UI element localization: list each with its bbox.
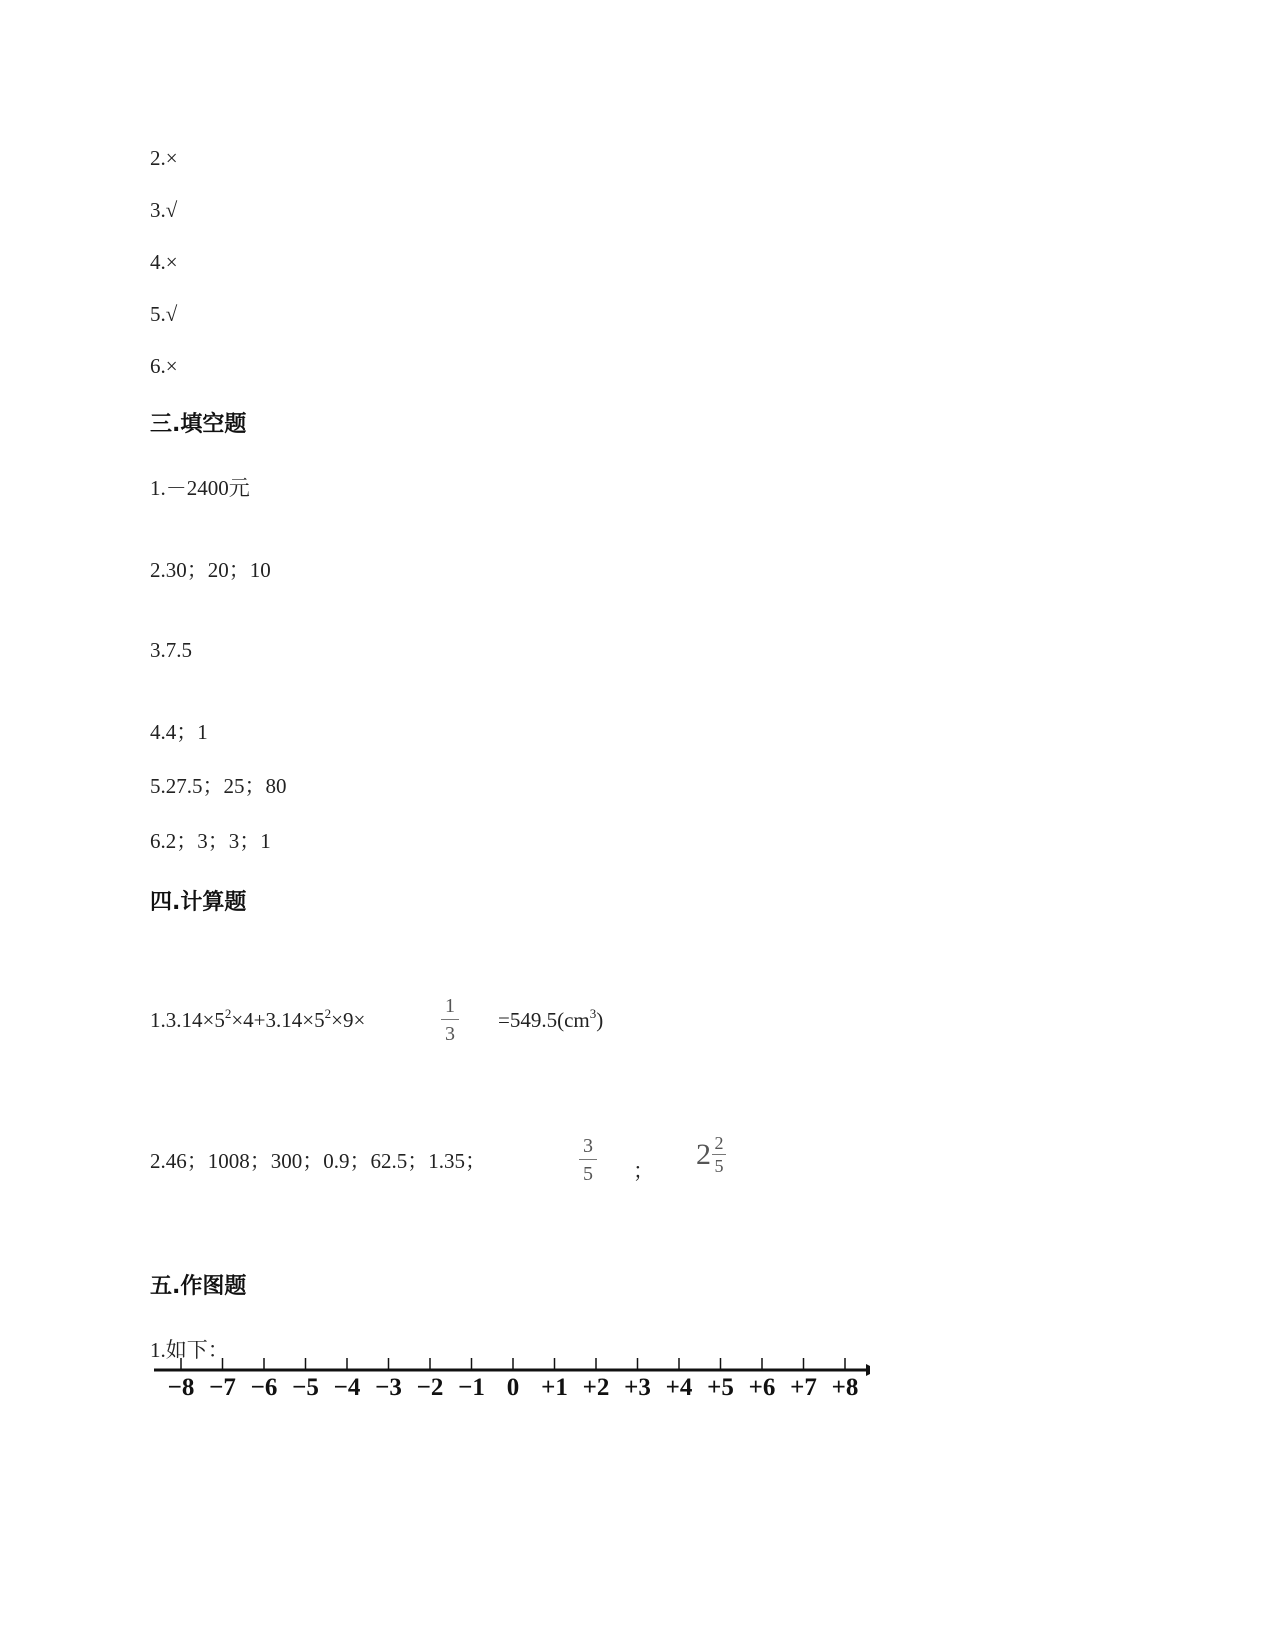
answer-line-3: 3.√ [150, 198, 178, 222]
section-heading-draw: 五.作图题 [150, 1274, 247, 1299]
number-line-label: +8 [831, 1374, 859, 1401]
section-heading-calc: 四.计算题 [150, 890, 247, 915]
fill-answer-2: 2.30；20；10 [150, 558, 271, 582]
section-heading-fill: 三.填空题 [150, 412, 247, 437]
mixed-whole: 2 [696, 1137, 711, 1171]
calc-1-result-exponent: 3 [589, 1006, 597, 1021]
fill-answer-3: 3.7.5 [150, 638, 192, 662]
fraction-numerator: 2 [714, 1133, 724, 1153]
calc-1-mid-1: ×4+3.14×5 [231, 1008, 325, 1032]
number-line-label: −7 [209, 1374, 236, 1401]
calc-1-result: =549.5(cm [498, 1008, 590, 1032]
answer-line-2: 2.× [150, 146, 178, 170]
calc-answer-2: 2.46；1008；300；0.9；62.5；1.35； [150, 1149, 486, 1173]
number-line-label: +7 [790, 1374, 817, 1401]
number-line-label: +6 [748, 1374, 776, 1401]
number-line-label: +2 [582, 1374, 610, 1401]
mixed-fraction [712, 1134, 726, 1175]
number-line-label: −1 [458, 1374, 485, 1401]
number-line-label: −5 [292, 1374, 319, 1401]
calc-2-mixed-number [696, 1134, 726, 1175]
fill-answer-1: 1.－2400元 [150, 476, 250, 500]
fill-answer-6: 6.2；3；3；1 [150, 829, 271, 853]
number-line-label: +5 [707, 1374, 734, 1401]
calc-answer-1-result [498, 1006, 604, 1032]
answer-line-4: 4.× [150, 250, 178, 274]
fraction-bar [441, 1019, 459, 1020]
fraction-numerator: 1 [445, 995, 455, 1017]
number-line-label: −6 [250, 1374, 278, 1401]
number-line-label: 0 [506, 1374, 520, 1401]
calc-1-mid-2: ×9× [331, 1008, 366, 1032]
answer-line-5: 5.√ [150, 302, 178, 326]
calc-1-exponent-1: 2 [224, 1006, 232, 1021]
fraction-numerator: 3 [583, 1135, 593, 1157]
number-line-label: −2 [416, 1374, 444, 1401]
fraction-bar [579, 1159, 597, 1160]
number-line-label: −4 [333, 1374, 361, 1401]
calc-answer-1-expression [150, 1006, 366, 1032]
number-line-label: +4 [665, 1374, 693, 1401]
fill-answer-4: 4.4；1 [150, 720, 208, 744]
calc-1-result-end: ) [596, 1008, 604, 1032]
draw-answer-1: 1.如下： [150, 1338, 229, 1362]
fraction-denominator: 5 [583, 1163, 593, 1185]
number-line-label: +1 [541, 1374, 568, 1401]
fill-answer-5: 5.27.5；25；80 [150, 774, 287, 798]
answer-line-6: 6.× [150, 354, 178, 378]
number-line-label: +3 [624, 1374, 651, 1401]
calc-1-prefix: 1.3.14×5 [150, 1008, 225, 1032]
number-line-label: −8 [167, 1374, 195, 1401]
number-line-figure [150, 1356, 870, 1416]
calc-2-fraction [579, 1136, 597, 1184]
arrow-head-icon [866, 1364, 870, 1376]
number-line-label: −3 [375, 1374, 402, 1401]
fraction-bar [712, 1154, 726, 1155]
calc-1-exponent-2: 2 [324, 1006, 332, 1021]
calc-1-fraction [441, 996, 459, 1044]
fraction-denominator: 3 [445, 1023, 455, 1045]
calc-2-separator: ； [633, 1159, 654, 1183]
fraction-denominator: 5 [714, 1156, 724, 1176]
